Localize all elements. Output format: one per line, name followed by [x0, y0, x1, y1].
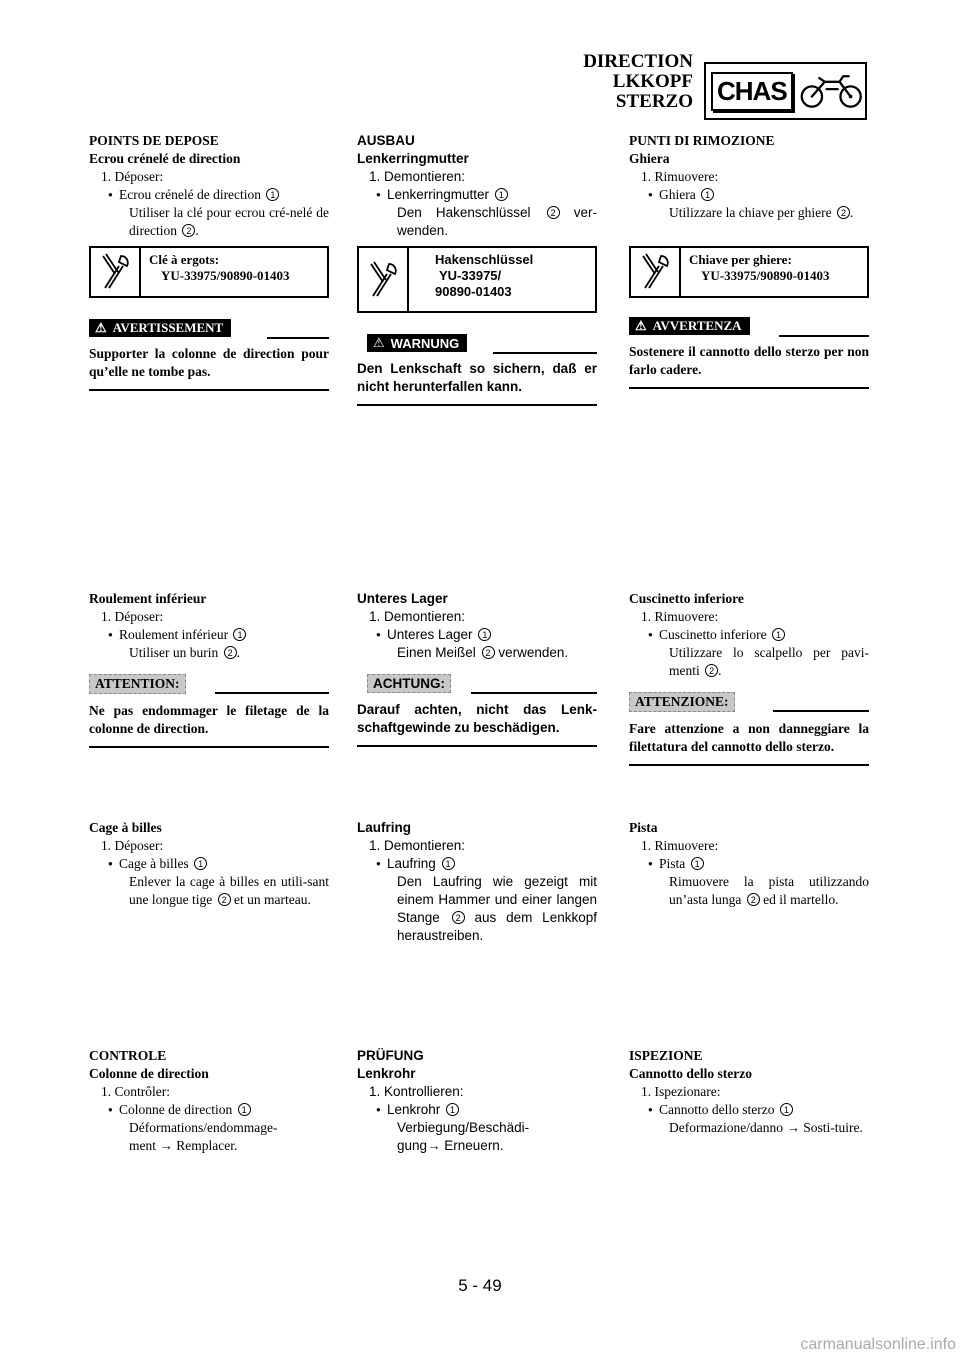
fr-removal-subtitle: Ecrou crénelé de direction: [89, 151, 241, 166]
de-lower-bearing-section: [357, 590, 568, 662]
de-insp-text-b: gung→ Erneuern.: [397, 1138, 504, 1153]
wrench-icon: [631, 248, 681, 296]
de-race-section: [357, 819, 597, 945]
section-badge: [704, 62, 867, 120]
de-insp-subtitle: Lenkrohr: [357, 1066, 416, 1081]
chapter-titles: [583, 52, 693, 112]
fr-tool-box: [89, 246, 329, 298]
fr-tool-name: Clé à ergots:: [149, 252, 220, 267]
fr-removal-bullet: ● Ecrou crénelé de direction 1: [89, 186, 329, 204]
it-lb-bullet: ● Cuscinetto inferiore 1: [629, 626, 869, 644]
section-code: CHAS: [711, 72, 793, 111]
it-removal-bullet: ● Ghiera 1: [629, 186, 869, 204]
de-tool-name: Hakenschlüssel: [435, 252, 534, 267]
fr-race-bullet: ● Cage à billes 1: [89, 855, 329, 873]
it-race-step: 1. Rimuovere:: [641, 838, 719, 853]
de-caution: [357, 674, 597, 747]
fr-warning-tag: ⚠ AVERTISSEMENT: [89, 319, 231, 337]
fr-lower-bearing-section: [89, 590, 246, 662]
de-removal-step: 1. Demontieren:: [369, 169, 466, 184]
it-insp-step: 1. Ispezionare:: [641, 1084, 721, 1099]
de-insp-step: 1. Kontrollieren:: [369, 1084, 464, 1099]
warning-triangle-icon: ⚠: [95, 320, 107, 335]
it-inspection-section: [629, 1047, 869, 1137]
it-tool-code: YU-33975/90890-01403: [701, 268, 830, 283]
fr-removal-title: POINTS DE DEPOSE: [89, 133, 219, 148]
fr-race-section: [89, 819, 329, 909]
de-caution-text: Darauf achten, nicht das Lenk-schaftgewinde zu beschädigen.: [357, 702, 597, 735]
de-warning-text: Den Lenkschaft so sichern, daß er nicht herunterfallen kann.: [357, 361, 597, 394]
fr-caution-text: Ne pas endommager le filetage de la colonne de direction.: [89, 703, 329, 736]
de-insp-text-a: Verbiegung/Beschädi-: [397, 1120, 530, 1135]
watermark: carmanualsonline.info: [800, 1336, 956, 1353]
de-warning: [357, 334, 597, 406]
page-number: 5 - 49: [458, 1276, 502, 1295]
fr-tool-code: YU-33975/90890-01403: [161, 268, 290, 283]
it-race-title: Pista: [629, 820, 658, 835]
it-lb-step: 1. Rimuovere:: [641, 609, 719, 624]
de-tool-code: YU-33975/: [439, 268, 502, 283]
de-insp-bullet: ● Lenkrohr 1: [357, 1101, 529, 1119]
de-removal-text: Den Hakenschlüssel 2 ver-wenden.: [397, 205, 597, 238]
de-lb-text: Einen Meißel 2 verwenden.: [397, 645, 569, 660]
it-lb-text: Utilizzare lo scalpello per pavi-menti 2 .: [669, 645, 869, 678]
it-warning-text: Sostenere il cannotto dello sterzo per non farlo cadere.: [629, 344, 869, 377]
de-lb-bullet: ● Unteres Lager 1: [357, 626, 568, 644]
fr-removal-section: [89, 132, 329, 240]
it-insp-text: Deformazione/danno → Sosti-tuire.: [669, 1120, 863, 1135]
fr-warning-text: Supporter la colonne de direction pour qu’elle ne tombe pas.: [89, 346, 329, 379]
it-warning: [629, 317, 869, 389]
it-race-bullet: ● Pista 1: [629, 855, 869, 873]
de-lb-step: 1. Demontieren:: [369, 609, 466, 624]
fr-race-title: Cage à billes: [89, 820, 162, 835]
fr-inspection-section: [89, 1047, 289, 1155]
de-lb-title: Unteres Lager: [357, 591, 448, 606]
fr-caution-tag: ATTENTION:: [89, 674, 186, 694]
it-lower-bearing-section: [629, 590, 869, 680]
fr-warning: [89, 319, 329, 391]
de-warning-tag: ⚠ WARNUNG: [367, 334, 467, 352]
it-removal-text: Utilizzare la chiave per ghiere 2 .: [669, 205, 854, 220]
warning-triangle-icon: ⚠: [373, 335, 385, 350]
fr-caution: [89, 674, 329, 748]
wrench-icon: [91, 248, 141, 296]
de-removal-subtitle: Lenkerringmutter: [357, 151, 469, 166]
fr-insp-step: 1. Contrôler:: [101, 1084, 170, 1099]
it-caution-text: Fare attenzione a non danneggiare la filettatura del cannotto dello sterzo.: [629, 721, 869, 754]
de-race-step: 1. Demontieren:: [369, 838, 466, 853]
de-tool-code2: 90890-01403: [435, 284, 512, 299]
it-warning-tag: ⚠ AVVERTENZA: [629, 317, 750, 335]
fr-insp-title: CONTROLE: [89, 1048, 167, 1063]
fr-race-step: 1. Déposer:: [101, 838, 164, 853]
it-caution: [629, 692, 869, 766]
fr-removal-step: 1. Déposer:: [101, 169, 164, 184]
fr-insp-bullet: ● Colonne de direction 1: [89, 1101, 289, 1119]
de-race-title: Laufring: [357, 820, 411, 835]
de-removal-bullet: ● Lenkerringmutter 1: [357, 186, 597, 204]
it-insp-subtitle: Cannotto dello sterzo: [629, 1066, 752, 1081]
fr-removal-text: Utiliser la clé pour ecrou cré-nelé de direction 2 .: [129, 205, 329, 238]
title-de: LKKOPF: [612, 71, 693, 92]
de-removal-title: AUSBAU: [357, 133, 415, 148]
it-tool-box: [629, 246, 869, 298]
fr-lb-bullet: ● Roulement inférieur 1: [89, 626, 246, 644]
motorcycle-icon: [799, 71, 865, 111]
fr-race-text: Enlever la cage à billes en utili-sant une longue tige 2 et un marteau.: [129, 874, 329, 907]
de-tool-box: [357, 246, 597, 313]
fr-lb-text: Utiliser un burin 2 .: [129, 645, 240, 660]
it-removal-title: PUNTI DI RIMOZIONE: [629, 133, 775, 148]
fr-insp-subtitle: Colonne de direction: [89, 1066, 209, 1081]
it-removal-step: 1. Rimuovere:: [641, 169, 719, 184]
it-insp-title: ISPEZIONE: [629, 1048, 703, 1063]
wrench-icon: [359, 248, 409, 311]
de-inspection-section: [357, 1047, 529, 1155]
de-race-text: Den Laufring wie gezeigt mit einem Hammer und einer langen Stange 2 aus dem Lenkkopf heraustreiben.: [397, 874, 597, 943]
fr-insp-text: Déformations/endommage-ment → Remplacer.: [129, 1120, 278, 1153]
it-removal-section: [629, 132, 869, 222]
warning-triangle-icon: ⚠: [635, 318, 647, 333]
fr-lb-title: Roulement inférieur: [89, 591, 207, 606]
it-removal-subtitle: Ghiera: [629, 151, 670, 166]
it-race-section: [629, 819, 869, 909]
it-lb-title: Cuscinetto inferiore: [629, 591, 744, 606]
title-fr: DIRECTION: [583, 51, 693, 72]
it-race-text: Rimuovere la pista utilizzando un’asta lunga 2 ed il martello.: [669, 874, 869, 907]
de-caution-tag: ACHTUNG:: [367, 674, 451, 693]
title-it: STERZO: [615, 91, 693, 112]
it-caution-tag: ATTENZIONE:: [629, 692, 735, 712]
de-race-bullet: ● Laufring 1: [357, 855, 597, 873]
de-insp-title: PRÜFUNG: [357, 1048, 424, 1063]
it-tool-name: Chiave per ghiere:: [689, 252, 792, 267]
de-removal-section: [357, 132, 597, 240]
fr-lb-step: 1. Déposer:: [101, 609, 164, 624]
it-insp-bullet: ● Cannotto dello sterzo 1: [629, 1101, 869, 1119]
